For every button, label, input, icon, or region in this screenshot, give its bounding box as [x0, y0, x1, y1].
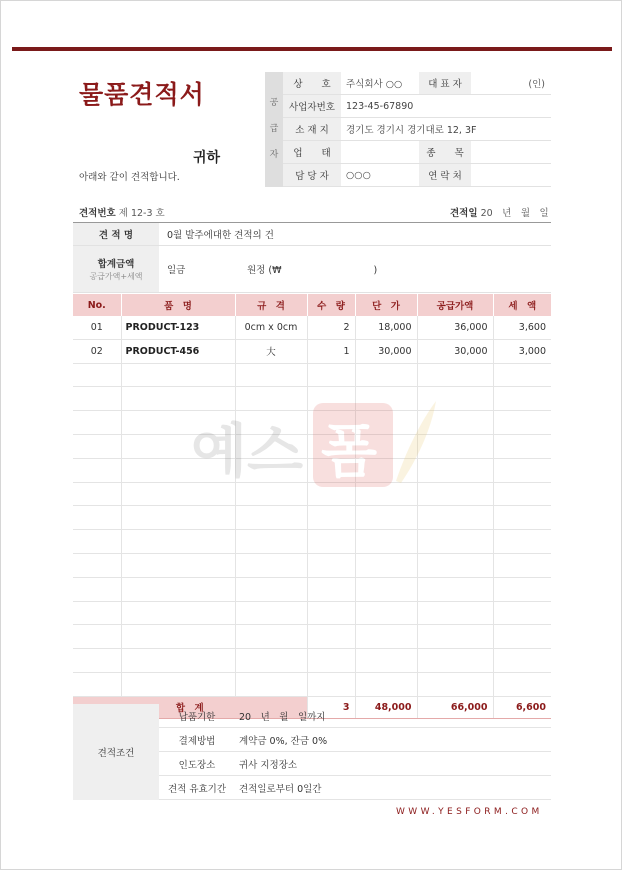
supplier-label-bizno: 사업자번호	[283, 95, 341, 118]
svg-text:폼: 폼	[321, 417, 378, 485]
row-spec: 0cm x 0cm	[235, 316, 307, 339]
header-supply: 공급가액	[417, 294, 493, 316]
total-tax: 6,600	[493, 696, 551, 718]
empty-row	[73, 363, 551, 387]
items-table	[73, 294, 551, 719]
header-spec: 규 격	[235, 294, 307, 316]
header-name: 품 명	[121, 294, 235, 316]
terms-value-payment: 계약금 0%, 잔금 0%	[235, 728, 551, 752]
recipient-suffix: 귀하	[193, 150, 221, 166]
supplier-label-contact: 연 락 처	[419, 164, 471, 187]
total-label: 합 계	[73, 696, 307, 718]
estimate-number: 견적번호 제 12-3 호	[79, 208, 165, 219]
supplier-value-category	[471, 141, 551, 164]
empty-row	[73, 601, 551, 625]
empty-row	[73, 577, 551, 601]
header-no: No.	[73, 294, 121, 316]
row-tax: 3,000	[493, 339, 551, 363]
empty-row	[73, 672, 551, 696]
supplier-value-address: 경기도 경기시 경기대로 12, 3F	[341, 118, 551, 141]
intro-text: 아래와 같이 견적합니다.	[79, 172, 180, 183]
document-title: 물품견적서	[79, 80, 205, 109]
supplier-seal-mark: (인)	[471, 72, 551, 95]
estimate-name-label: 견 적 명	[73, 223, 159, 246]
terms-label-place: 인도장소	[159, 752, 235, 776]
header-tax: 세 액	[493, 294, 551, 316]
row-name: PRODUCT-456	[121, 339, 235, 363]
supplier-label-manager: 담 당 자	[283, 164, 341, 187]
sum-amount-prefix: 일금	[159, 246, 247, 293]
row-price: 30,000	[355, 339, 417, 363]
supplier-label-ceo: 대 표 자	[419, 72, 471, 95]
row-tax: 3,600	[493, 316, 551, 339]
row-qty: 1	[307, 339, 355, 363]
supplier-label-category: 종 목	[419, 141, 471, 164]
empty-row	[73, 553, 551, 577]
terms-label: 견적조건	[73, 704, 159, 800]
supplier-value-manager: ○○○	[341, 164, 419, 187]
terms-table	[73, 704, 551, 800]
total-price: 48,000	[355, 696, 417, 718]
supplier-label-biztype: 업 태	[283, 141, 341, 164]
empty-row	[73, 458, 551, 482]
empty-row	[73, 387, 551, 411]
estimate-date: 견적일 20 년 월 일	[450, 208, 549, 219]
row-supply: 30,000	[417, 339, 493, 363]
top-accent-bar	[12, 47, 612, 51]
supplier-label-company: 상 호	[283, 72, 341, 95]
terms-label-validity: 견적 유효기간	[159, 776, 235, 800]
supplier-value-company: 주식회사 ○○	[341, 72, 419, 95]
terms-value-place: 귀사 지정장소	[235, 752, 551, 776]
empty-row	[73, 434, 551, 458]
row-name: PRODUCT-123	[121, 316, 235, 339]
footer-url: WWW.YESFORM.COM	[396, 807, 543, 817]
row-price: 18,000	[355, 316, 417, 339]
empty-row	[73, 530, 551, 554]
supplier-vertical-label: 공 급 자	[265, 72, 283, 187]
empty-row	[73, 649, 551, 673]
empty-row	[73, 506, 551, 530]
total-supply: 66,000	[417, 696, 493, 718]
sum-amount-won: 원정 (₩ )	[247, 246, 551, 293]
terms-label-payment: 결제방법	[159, 728, 235, 752]
row-no: 02	[73, 339, 121, 363]
total-qty: 3	[307, 696, 355, 718]
sum-amount-label: 합계금액 공급가액+세액	[73, 246, 159, 293]
empty-row	[73, 625, 551, 649]
header-qty: 수 량	[307, 294, 355, 316]
svg-text:예스: 예스	[191, 417, 304, 485]
row-spec: 大	[235, 339, 307, 363]
row-no: 01	[73, 316, 121, 339]
estimate-name-value: 0월 발주에대한 견적의 건	[159, 223, 551, 246]
empty-row	[73, 411, 551, 435]
supplier-label-address: 소 재 지	[283, 118, 341, 141]
row-supply: 36,000	[417, 316, 493, 339]
terms-value-delivery: 20 년 월 일까지	[235, 704, 551, 728]
header-price: 단 가	[355, 294, 417, 316]
table-row	[73, 339, 551, 363]
terms-value-validity: 견적일로부터 0일간	[235, 776, 551, 800]
estimate-info-table	[73, 223, 551, 293]
terms-label-delivery: 납품기한	[159, 704, 235, 728]
table-row	[73, 316, 551, 339]
supplier-table	[265, 72, 551, 187]
supplier-value-bizno: 123-45-67890	[341, 95, 551, 118]
supplier-value-contact	[471, 164, 551, 187]
empty-row	[73, 482, 551, 506]
supplier-value-biztype	[341, 141, 419, 164]
row-qty: 2	[307, 316, 355, 339]
